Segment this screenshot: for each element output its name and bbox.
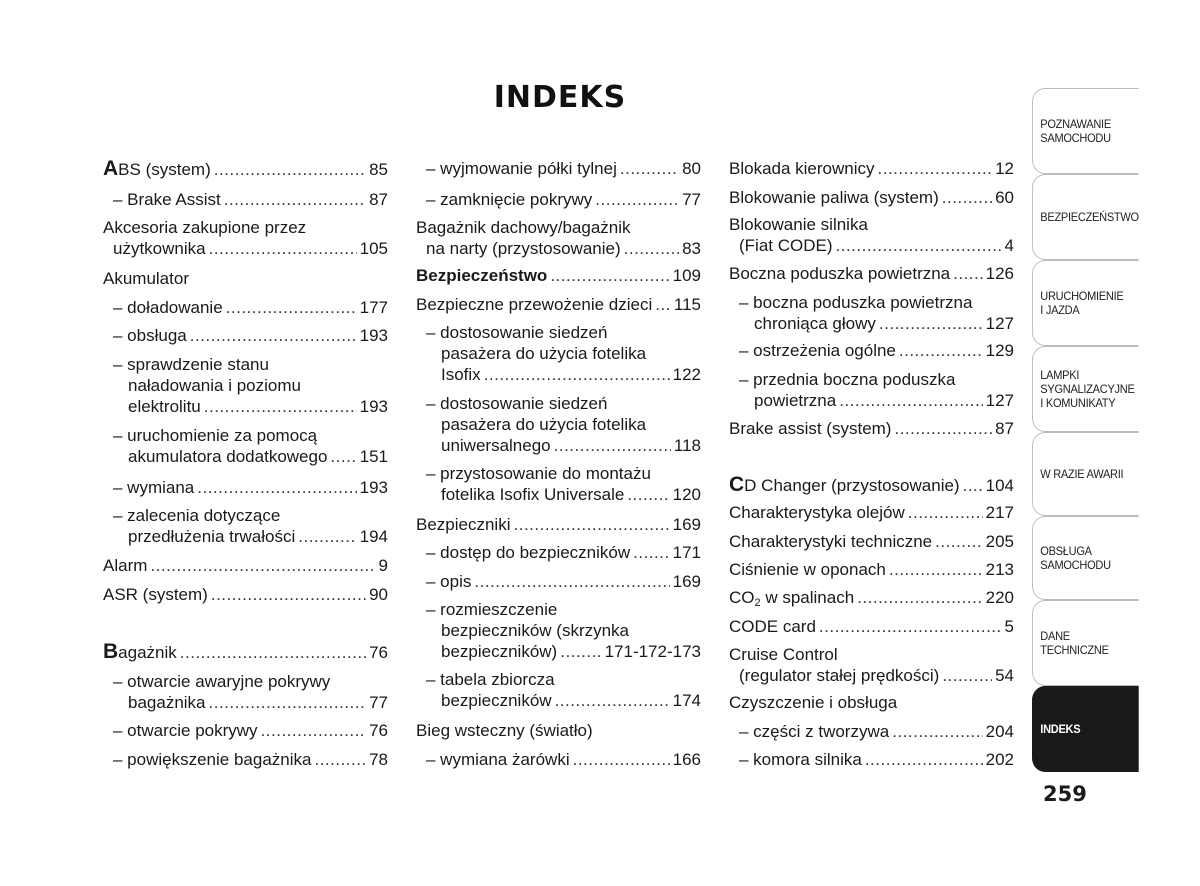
section-tab-line: BEZPIECZEŃSTWO bbox=[1040, 210, 1139, 224]
index-entry-text: Bezpieczniki bbox=[416, 515, 511, 534]
index-entry bbox=[103, 641, 388, 663]
section-tab[interactable] bbox=[1032, 516, 1139, 600]
section-tab[interactable] bbox=[1032, 686, 1139, 772]
index-entry bbox=[729, 721, 1014, 742]
page-ref: 12 bbox=[995, 159, 1014, 178]
page-ref: 193 bbox=[359, 397, 388, 416]
index-entry-text: Alarm bbox=[103, 556, 148, 575]
page-ref: 76 bbox=[369, 721, 388, 740]
index-entry-label bbox=[729, 559, 886, 580]
index-entry-text: fotelika Isofix Universale bbox=[441, 485, 625, 504]
page-ref: 104 bbox=[985, 476, 1014, 495]
index-entry-text: – wymiana żarówki bbox=[426, 750, 570, 769]
index-entry-text: Charakterystyki techniczne bbox=[729, 532, 933, 551]
index-entry bbox=[103, 325, 388, 346]
index-entry-label bbox=[426, 189, 592, 210]
index-entry-label bbox=[739, 749, 862, 770]
index-entry-label bbox=[128, 526, 295, 547]
leader-dots bbox=[819, 616, 1002, 637]
index-entry-label bbox=[729, 474, 960, 496]
index-entry-label bbox=[416, 514, 511, 535]
index-entry-label bbox=[729, 692, 897, 713]
index-entry bbox=[416, 571, 701, 592]
index-entry bbox=[416, 599, 701, 662]
section-tab-label bbox=[1040, 289, 1123, 317]
section-tab-line: W RAZIE AWARII bbox=[1040, 467, 1124, 481]
index-entry-line: – sprawdzenie stanu bbox=[113, 355, 269, 374]
index-entry-line: Akcesoria zakupione przez bbox=[103, 218, 307, 237]
section-tab[interactable] bbox=[1032, 260, 1139, 346]
page-ref: 90 bbox=[369, 585, 388, 604]
page-number: 259 bbox=[1043, 782, 1087, 806]
page-ref: 129 bbox=[985, 341, 1014, 360]
leader-dots bbox=[879, 313, 983, 334]
leader-dots bbox=[261, 720, 367, 741]
page-ref: 151 bbox=[359, 447, 388, 466]
index-entry bbox=[103, 671, 388, 713]
index-entry-label bbox=[416, 294, 652, 315]
page-ref: 205 bbox=[985, 532, 1014, 551]
section-tab-line: SAMOCHODU bbox=[1040, 131, 1111, 145]
index-entry-text: uniwersalnego bbox=[441, 436, 551, 455]
index-entry-label bbox=[103, 584, 208, 605]
page-ref: 120 bbox=[672, 485, 701, 504]
page-title: INDEKS bbox=[493, 80, 627, 115]
page-ref: 85 bbox=[369, 160, 388, 179]
page-ref: 171 bbox=[672, 543, 701, 562]
index-entry-text: CO bbox=[729, 588, 755, 607]
page-ref: 105 bbox=[359, 239, 388, 258]
index-entry bbox=[103, 217, 388, 259]
page-ref: 174 bbox=[672, 691, 701, 710]
index-entry bbox=[729, 692, 1014, 713]
index-entry bbox=[416, 265, 701, 286]
index-entry bbox=[103, 354, 388, 417]
leader-dots bbox=[865, 749, 983, 770]
index-entry-label bbox=[416, 720, 593, 741]
index-entry-label bbox=[739, 665, 939, 686]
index-entry bbox=[103, 425, 388, 467]
page-ref: 193 bbox=[359, 478, 388, 497]
index-entry bbox=[103, 158, 388, 180]
index-entry-text: Isofix bbox=[441, 365, 481, 384]
section-tab-label bbox=[1040, 210, 1139, 224]
index-entry-text: ASR (system) bbox=[103, 585, 208, 604]
index-entry bbox=[729, 214, 1014, 256]
index-entry-text: (regulator stałej prędkości) bbox=[739, 666, 940, 685]
index-entry-text: Bezpieczeństwo bbox=[416, 266, 548, 285]
index-entry-label bbox=[729, 418, 891, 439]
index-entry bbox=[416, 217, 701, 259]
index-entry-label bbox=[739, 721, 889, 742]
index-entry bbox=[103, 477, 388, 498]
leader-dots bbox=[560, 641, 601, 662]
index-entry-text: Charakterystyka olejów bbox=[729, 503, 905, 522]
page-ref: 202 bbox=[985, 750, 1014, 769]
index-entry-text: – części z tworzywa bbox=[739, 722, 890, 741]
leader-dots bbox=[224, 189, 366, 210]
page-ref: 4 bbox=[1004, 236, 1014, 255]
section-tab-label bbox=[1040, 629, 1108, 657]
page-ref: 122 bbox=[672, 365, 701, 384]
index-entry bbox=[416, 393, 701, 456]
index-entry-text: – doładowanie bbox=[113, 298, 223, 317]
section-tab-label bbox=[1040, 117, 1111, 145]
index-entry bbox=[729, 292, 1014, 334]
index-entry-label bbox=[441, 484, 624, 505]
index-entry bbox=[416, 294, 701, 315]
section-tab-label bbox=[1040, 722, 1080, 736]
index-entry bbox=[416, 189, 701, 210]
index-entry-text: – Brake Assist bbox=[113, 190, 221, 209]
leader-dots bbox=[555, 690, 670, 711]
section-tab-line: POZNAWANIE bbox=[1040, 117, 1111, 131]
leader-dots bbox=[330, 446, 356, 467]
page-ref: 169 bbox=[672, 515, 701, 534]
page-ref: 118 bbox=[673, 436, 701, 455]
page-ref: 109 bbox=[672, 266, 701, 285]
section-tab-line: SYGNALIZACYJNE bbox=[1040, 382, 1135, 396]
index-entry-label bbox=[128, 692, 206, 713]
leader-dots bbox=[209, 238, 357, 259]
page-ref: 127 bbox=[985, 391, 1014, 410]
page-ref: 9 bbox=[378, 556, 388, 575]
index-entry-label bbox=[103, 158, 211, 180]
leader-dots bbox=[899, 340, 983, 361]
index-letter: B bbox=[103, 640, 119, 663]
index-entry-label bbox=[729, 158, 875, 179]
index-entry bbox=[103, 297, 388, 318]
leader-dots bbox=[550, 265, 669, 286]
index-entry bbox=[729, 749, 1014, 770]
index-entry-text: Blokowanie paliwa (system) bbox=[729, 188, 939, 207]
index-entry-label bbox=[113, 325, 187, 346]
leader-dots bbox=[892, 721, 982, 742]
index-entry-line: – zalecenia dotyczące bbox=[113, 506, 281, 525]
section-tab-label bbox=[1040, 368, 1134, 410]
index-entry bbox=[729, 369, 1014, 411]
index-entry-text: – komora silnika bbox=[739, 750, 862, 769]
leader-dots bbox=[942, 665, 992, 686]
section-tab[interactable] bbox=[1032, 600, 1139, 686]
leader-dots bbox=[514, 514, 670, 535]
index-entry-text: użytkownika bbox=[113, 239, 206, 258]
index-entry-text: – wymiana bbox=[113, 478, 195, 497]
index-entry bbox=[416, 720, 701, 741]
index-entry bbox=[103, 584, 388, 605]
leader-dots bbox=[204, 396, 357, 417]
page-ref: 194 bbox=[359, 527, 388, 546]
index-entry-text: – opis bbox=[426, 572, 472, 591]
page-ref: 127 bbox=[985, 314, 1014, 333]
leader-dots bbox=[953, 263, 982, 284]
leader-dots bbox=[624, 238, 679, 259]
index-entry-text: – zamknięcie pokrywy bbox=[426, 190, 593, 209]
index-entry bbox=[416, 514, 701, 535]
index-entry-text: – obsługa bbox=[113, 326, 187, 345]
index-entry bbox=[729, 263, 1014, 284]
index-entry bbox=[416, 463, 701, 505]
index-entry-label bbox=[441, 641, 557, 662]
index-entry-label bbox=[113, 297, 223, 318]
index-entry-text: bezpieczników bbox=[441, 691, 552, 710]
page-ref: 77 bbox=[682, 190, 701, 209]
section-tab-label bbox=[1040, 467, 1123, 481]
index-entry-text: Bezpieczne przewożenie dzieci bbox=[416, 295, 653, 314]
index-entry-text: przedłużenia trwałości bbox=[128, 527, 296, 546]
page-ref: 5 bbox=[1004, 617, 1014, 636]
index-entry-label bbox=[113, 477, 194, 498]
page-ref: 193 bbox=[359, 326, 388, 345]
index-entry-text: elektrolitu bbox=[128, 397, 201, 416]
index-entry-text: powietrzna bbox=[754, 391, 837, 410]
index-entry bbox=[416, 322, 701, 385]
index-entry-line: pasażera do użycia fotelika bbox=[441, 344, 647, 363]
index-entry-line: – rozmieszczenie bbox=[426, 600, 558, 619]
section-tab-line: I JAZDA bbox=[1040, 303, 1080, 317]
page-ref: 166 bbox=[672, 750, 701, 769]
index-entry-line: – przystosowanie do montażu bbox=[426, 464, 651, 483]
section-tab-line: INDEKS bbox=[1040, 722, 1081, 736]
index-entry-label bbox=[426, 542, 630, 563]
section-tab[interactable] bbox=[1032, 432, 1139, 516]
index-entry bbox=[416, 749, 701, 770]
index-entry-text: Czyszczenie i obsługa bbox=[729, 693, 898, 712]
index-entry-text: bezpieczników) bbox=[441, 642, 558, 661]
leader-dots bbox=[627, 484, 669, 505]
index-entry bbox=[729, 418, 1014, 439]
leader-dots bbox=[211, 584, 366, 605]
section-tab[interactable] bbox=[1032, 174, 1139, 260]
index-entry bbox=[729, 158, 1014, 179]
index-entry-label bbox=[441, 690, 552, 711]
index-entry-line: Bagażnik dachowy/bagażnik bbox=[416, 218, 631, 237]
page-ref: 217 bbox=[985, 503, 1014, 522]
index-entry-text: chroniąca głowy bbox=[754, 314, 876, 333]
page-ref: 171-172-173 bbox=[604, 642, 701, 661]
section-tab[interactable] bbox=[1032, 346, 1139, 432]
index-entry-label bbox=[441, 364, 481, 385]
index-entry-text: CODE card bbox=[729, 617, 816, 636]
index-entry bbox=[729, 340, 1014, 361]
index-entry-line: Cruise Control bbox=[729, 645, 838, 664]
leader-dots bbox=[655, 294, 671, 315]
index-entry-line: – dostosowanie siedzeń bbox=[426, 394, 608, 413]
index-entry-text: – wyjmowanie półki tylnej bbox=[426, 159, 617, 178]
index-entry-line: – uruchomienie za pomocą bbox=[113, 426, 318, 445]
section-tab-line: OBSŁUGA bbox=[1040, 544, 1092, 558]
index-entry-label bbox=[729, 263, 950, 284]
index-entry-text: – otwarcie pokrywy bbox=[113, 721, 258, 740]
index-entry-label bbox=[729, 587, 854, 608]
index-entry-text: – dostęp do bezpieczników bbox=[426, 543, 631, 562]
index-entry-text: Blokada kierownicy bbox=[729, 159, 875, 178]
index-entry-label bbox=[128, 446, 327, 467]
index-entry bbox=[729, 187, 1014, 208]
index-entry-text: agażnik bbox=[118, 643, 177, 662]
index-entry bbox=[103, 749, 388, 770]
index-entry-text-tail: w spalinach bbox=[760, 588, 855, 607]
index-entry-text: Bieg wsteczny (światło) bbox=[416, 721, 593, 740]
leader-dots bbox=[942, 187, 992, 208]
index-entry-line: – otwarcie awaryjne pokrywy bbox=[113, 672, 331, 691]
index-entry-label bbox=[426, 238, 621, 259]
index-entry-label bbox=[754, 390, 836, 411]
page-ref: 87 bbox=[369, 190, 388, 209]
index-entry-text: D Changer (przystosowanie) bbox=[744, 476, 960, 495]
leader-dots bbox=[197, 477, 356, 498]
index-entry bbox=[729, 616, 1014, 637]
leader-dots bbox=[314, 749, 366, 770]
leader-dots bbox=[963, 475, 983, 496]
index-letter: A bbox=[103, 157, 119, 180]
page-ref: 126 bbox=[985, 264, 1014, 283]
index-entry-line: – tabela zbiorcza bbox=[426, 670, 555, 689]
leader-dots bbox=[878, 158, 993, 179]
index-entry bbox=[729, 559, 1014, 580]
section-tab-line: URUCHOMIENIE bbox=[1040, 289, 1124, 303]
page-ref: 78 bbox=[369, 750, 388, 769]
section-tab-line: TECHNICZNE bbox=[1040, 643, 1109, 657]
page-ref: 83 bbox=[682, 239, 701, 258]
leader-dots bbox=[298, 526, 356, 547]
leader-dots bbox=[573, 749, 670, 770]
index-entry-line: – przednia boczna poduszka bbox=[739, 370, 956, 389]
index-entry-label bbox=[103, 268, 189, 289]
index-entry bbox=[416, 669, 701, 711]
page-ref: 169 bbox=[672, 572, 701, 591]
index-entry-label bbox=[441, 435, 551, 456]
page-ref: 115 bbox=[673, 295, 701, 314]
leader-dots bbox=[474, 571, 669, 592]
index-letter: C bbox=[729, 473, 745, 496]
leader-dots bbox=[180, 642, 366, 663]
index-entry bbox=[729, 531, 1014, 552]
index-entry-label bbox=[113, 238, 206, 259]
section-tab-line: I KOMUNIKATY bbox=[1040, 396, 1116, 410]
index-entry-label bbox=[729, 531, 932, 552]
index-entry-text: bagażnika bbox=[128, 693, 206, 712]
index-entry-line: – dostosowanie siedzeń bbox=[426, 323, 608, 342]
index-entry-line: pasażera do użycia fotelika bbox=[441, 415, 647, 434]
leader-dots bbox=[839, 390, 982, 411]
index-entry-label bbox=[113, 749, 311, 770]
page-ref: 204 bbox=[985, 722, 1014, 741]
leader-dots bbox=[484, 364, 670, 385]
leader-dots bbox=[595, 189, 679, 210]
page-ref: 220 bbox=[985, 588, 1014, 607]
index-entry-label bbox=[739, 235, 833, 256]
leader-dots bbox=[889, 559, 983, 580]
section-tab-line: SAMOCHODU bbox=[1040, 558, 1111, 572]
index-entry-text: – ostrzeżenia ogólne bbox=[739, 341, 896, 360]
index-entry-text: – powiększenie bagażnika bbox=[113, 750, 312, 769]
page-ref: 213 bbox=[985, 560, 1014, 579]
index-entry bbox=[416, 542, 701, 563]
leader-dots bbox=[209, 692, 367, 713]
index-entry bbox=[729, 587, 1014, 608]
index-entry-line: naładowania i poziomu bbox=[128, 376, 301, 395]
page-ref: 77 bbox=[369, 693, 388, 712]
leader-dots bbox=[214, 159, 366, 180]
index-entry-label bbox=[128, 396, 201, 417]
leader-dots bbox=[226, 297, 357, 318]
section-tab-label bbox=[1040, 544, 1111, 572]
index-entry-line: Blokowanie silnika bbox=[729, 215, 868, 234]
page-ref: 177 bbox=[359, 298, 388, 317]
index-entry-label bbox=[426, 571, 471, 592]
index-entry-text: akumulatora dodatkowego bbox=[128, 447, 328, 466]
index-entry-text: Boczna poduszka powietrzna bbox=[729, 264, 951, 283]
index-entry-label bbox=[729, 187, 939, 208]
index-entry bbox=[729, 474, 1014, 496]
index-entry bbox=[416, 158, 701, 179]
index-entry bbox=[103, 555, 388, 576]
index-entry-text: BS (system) bbox=[118, 160, 211, 179]
index-entry-label bbox=[113, 720, 258, 741]
index-entry bbox=[103, 720, 388, 741]
leader-dots bbox=[633, 542, 669, 563]
index-entry-line: – boczna poduszka powietrzna bbox=[739, 293, 973, 312]
index-entry-label bbox=[103, 641, 177, 663]
leader-dots bbox=[935, 531, 982, 552]
index-entry-text: Ciśnienie w oponach bbox=[729, 560, 886, 579]
leader-dots bbox=[150, 555, 375, 576]
index-entry-label bbox=[426, 749, 570, 770]
leader-dots bbox=[894, 418, 992, 439]
index-entry-text: (Fiat CODE) bbox=[739, 236, 833, 255]
page-ref: 87 bbox=[995, 419, 1014, 438]
index-entry-label bbox=[113, 189, 221, 210]
index-entry-text: Akumulator bbox=[103, 269, 189, 288]
index-entry-label bbox=[729, 502, 905, 523]
leader-dots bbox=[620, 158, 679, 179]
section-tab-line: LAMPKI bbox=[1040, 368, 1080, 382]
leader-dots bbox=[190, 325, 357, 346]
page-ref: 80 bbox=[682, 159, 701, 178]
section-tab[interactable] bbox=[1032, 88, 1139, 174]
page-ref: 54 bbox=[995, 666, 1014, 685]
index-entry-text: Brake assist (system) bbox=[729, 419, 892, 438]
index-entry-label bbox=[754, 313, 876, 334]
index-entry-label bbox=[103, 555, 147, 576]
index-entry-line: bezpieczników (skrzynka bbox=[441, 621, 630, 640]
index-entry-label bbox=[739, 340, 896, 361]
leader-dots bbox=[857, 587, 982, 608]
page-ref: 76 bbox=[369, 643, 388, 662]
index-entry bbox=[103, 189, 388, 210]
section-tab-line: DANE bbox=[1040, 629, 1070, 643]
index-entry bbox=[103, 268, 388, 289]
leader-dots bbox=[908, 502, 983, 523]
subscript: 2 bbox=[754, 597, 761, 609]
index-entry bbox=[729, 502, 1014, 523]
index-entry bbox=[729, 644, 1014, 686]
index-entry-label bbox=[416, 265, 547, 286]
index-entry-label bbox=[426, 158, 617, 179]
index-entry-text: na narty (przystosowanie) bbox=[426, 239, 621, 258]
leader-dots bbox=[554, 435, 671, 456]
index-entry-label bbox=[729, 616, 816, 637]
page-ref: 60 bbox=[995, 188, 1014, 207]
leader-dots bbox=[836, 235, 1002, 256]
index-entry bbox=[103, 505, 388, 547]
